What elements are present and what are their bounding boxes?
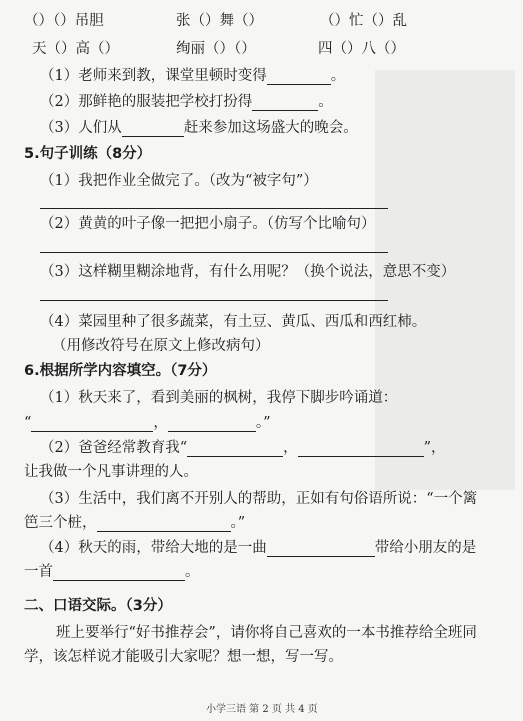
q6-item-2-line-1 <box>40 439 446 457</box>
q5-answer-line-1[interactable] <box>40 208 388 209</box>
q6-i2-close: ”， <box>423 440 446 456</box>
q6-i4-text-2: 带给小朋友的是 <box>374 540 477 556</box>
q6-i2-blank-1[interactable] <box>187 442 283 457</box>
q6-i1-blank-2[interactable] <box>168 417 256 432</box>
q4-s3-text: （3）人们从 <box>40 120 122 136</box>
q4-s3-text-end: 赶来参加这场盛大的晚会。 <box>183 120 358 136</box>
oral-title: 二、口语交际。（3分） <box>24 598 172 614</box>
q6-item-1-line-1: （1）秋天来了，看到美丽的枫树，我停下脚步吟诵道： <box>40 390 398 406</box>
q4-s2-blank[interactable] <box>252 96 318 111</box>
q6-i1-open-quote: “ <box>24 415 32 431</box>
q4-s3-blank[interactable] <box>122 122 184 137</box>
q6-i4-text: （4）秋天的雨，带给大地的是一曲 <box>40 540 267 556</box>
q6-item-4-line-2 <box>24 563 200 581</box>
idiom-4: 天（）高（） <box>32 41 119 57</box>
q5-item-2: （2）黄黄的叶子像一把把小扇子。（仿写个比喻句） <box>40 216 376 232</box>
q4-s2-end: 。 <box>318 94 333 110</box>
oral-line-1: 班上要举行“好书推荐会”，请你将自己喜欢的一本书推荐给全班同 <box>56 625 477 641</box>
q6-item-4-line-1 <box>40 539 476 557</box>
q5-item-3: （3）这样糊里糊涂地背，有什么用呢？（换个说法，意思不变） <box>40 264 456 280</box>
q6-item-1-line-2 <box>24 414 271 432</box>
q6-i3-blank[interactable] <box>97 517 231 532</box>
q6-i4-blank-2[interactable] <box>53 566 185 581</box>
q5-item-4: （4）菜园里种了很多蔬菜，有土豆、黄瓜、西瓜和西红柿。 <box>40 314 427 330</box>
q5-answer-line-3[interactable] <box>40 300 388 301</box>
q6-i3-close: 。” <box>230 515 246 531</box>
q6-i1-blank-1[interactable] <box>31 417 153 432</box>
q6-i4-end: 。 <box>185 564 200 580</box>
oral-line-2: 学，该怎样说才能吸引大家呢？想一想，写一写。 <box>24 649 343 665</box>
q4-sentence-3 <box>40 119 358 137</box>
q5-title: 5.句子训练（8分） <box>24 146 152 162</box>
q6-i2-text: （2）爸爸经常教育我“ <box>40 440 188 456</box>
q4-s2-text: （2）那鲜艳的服装把学校打扮得 <box>40 94 253 110</box>
q6-item-3-line-1: （3）生活中，我们离不开别人的帮助，正如有句俗语所说：“一个篱 <box>40 491 478 507</box>
q4-s1-text: （1）老师来到教，课堂里顿时变得 <box>40 68 267 84</box>
q5-item-1: （1）我把作业全做完了。（改为“被字句”） <box>40 173 318 189</box>
q6-title: 6.根据所学内容填空。（7分） <box>24 363 217 379</box>
q6-i2-comma: ， <box>283 440 298 456</box>
idiom-5: 绚丽（）（） <box>176 41 256 57</box>
q6-i2-blank-2[interactable] <box>298 442 424 457</box>
page-footer: 小学三语 第 2 页 共 4 页 <box>206 704 318 715</box>
q4-s1-blank[interactable] <box>267 70 331 85</box>
idiom-2: 张（）舞（） <box>176 13 263 29</box>
q4-s1-end: 。 <box>330 68 346 84</box>
q5-answer-line-2[interactable] <box>40 252 388 253</box>
q6-i4-blank-1[interactable] <box>267 542 375 557</box>
q4-sentence-1 <box>40 67 345 85</box>
q4-sentence-2 <box>40 93 333 111</box>
idiom-6: 四（）八（） <box>318 41 405 57</box>
q6-i1-comma: ， <box>153 415 168 431</box>
idiom-1: （）（）吊胆 <box>24 13 104 29</box>
q6-i1-close: 。” <box>255 415 271 431</box>
q6-item-2-line-2: 让我做一个凡事讲理的人。 <box>24 464 198 480</box>
q6-i4-prefix: 一首 <box>24 564 53 580</box>
idiom-3: （）忙（）乱 <box>320 13 407 29</box>
q6-i3-text: 笆三个桩， <box>24 515 97 531</box>
q6-item-3-line-2 <box>24 514 245 532</box>
q5-note: （用修改符号在原文上修改病句） <box>52 338 270 354</box>
